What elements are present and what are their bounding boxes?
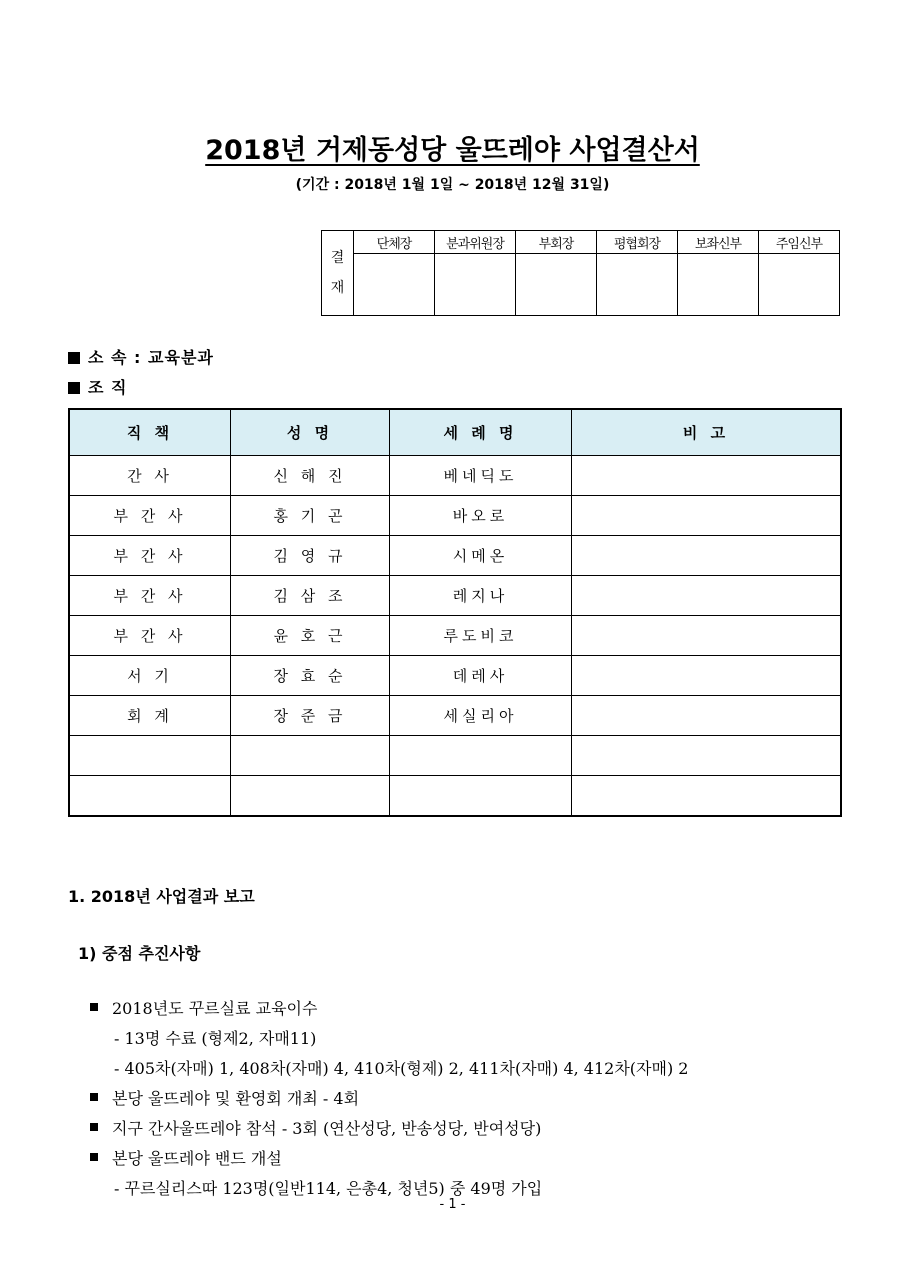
list-item: 본당 울뜨레야 및 환영회 개최 - 4회 [90,1084,688,1114]
approval-header: 주임신부 [759,231,840,254]
remarks-cell [572,656,842,696]
baptismal-name-cell: 레지나 [390,576,572,616]
remarks-cell [572,576,842,616]
signature-cell [678,254,759,316]
remarks-cell [572,496,842,536]
remarks-cell [572,536,842,576]
name-cell: 장 효 순 [231,656,390,696]
table-row [69,456,841,496]
table-header-row [69,409,841,456]
section-heading: 1. 2018년 사업결과 보고 [68,887,255,906]
page-number: - 1 - [439,1197,466,1212]
signature-cell [354,254,435,316]
approval-header: 평협회장 [597,231,678,254]
table-row [69,576,841,616]
role-cell [69,736,231,776]
table-row [69,656,841,696]
table-row [69,776,841,817]
approval-header: 보좌신부 [678,231,759,254]
table-row [69,536,841,576]
baptismal-name-cell: 루도비코 [390,616,572,656]
table-row [69,616,841,656]
column-header: 성 명 [231,409,390,456]
square-bullet-icon [68,352,80,364]
approval-label: 결 재 [322,231,354,316]
list-subitem: - 꾸르실리스따 123명(일반114, 은총4, 청년5) 중 49명 가입 [114,1179,543,1198]
baptismal-name-cell [390,736,572,776]
signature-cell [516,254,597,316]
approval-table [321,230,840,316]
square-bullet-icon [90,1003,98,1011]
role-cell: 부 간 사 [69,616,231,656]
signature-cell [435,254,516,316]
name-cell [231,736,390,776]
document-title: 2018년 거제동성당 울뜨레야 사업결산서 [205,135,700,166]
square-bullet-icon [90,1123,98,1131]
role-cell [69,776,231,817]
baptismal-name-cell: 시메온 [390,536,572,576]
remarks-cell [572,696,842,736]
name-cell: 장 준 금 [231,696,390,736]
affiliation-line: 소 속 : 교육분과 [68,345,214,368]
role-cell: 부 간 사 [69,576,231,616]
signature-cell [597,254,678,316]
name-cell: 윤 호 근 [231,616,390,656]
square-bullet-icon [90,1093,98,1101]
baptismal-name-cell: 베네딕도 [390,456,572,496]
role-cell: 회 계 [69,696,231,736]
remarks-cell [572,616,842,656]
role-cell: 서 기 [69,656,231,696]
baptismal-name-cell: 바오로 [390,496,572,536]
organization-table [68,408,842,817]
signature-cell [759,254,840,316]
name-cell: 김 삼 조 [231,576,390,616]
role-cell: 부 간 사 [69,536,231,576]
priority-list [90,994,688,1204]
role-cell: 부 간 사 [69,496,231,536]
organization-heading: 조 직 [68,375,127,398]
list-subitem: - 405차(자매) 1, 408차(자매) 4, 410차(형제) 2, 411차(자매) 4, 412차(자매) 2 [114,1059,689,1078]
name-cell: 김 영 규 [231,536,390,576]
table-row [69,496,841,536]
approval-header: 부회장 [516,231,597,254]
table-row [69,696,841,736]
square-bullet-icon [90,1153,98,1161]
column-header: 직 책 [69,409,231,456]
square-bullet-icon [68,382,80,394]
baptismal-name-cell: 데레사 [390,656,572,696]
document-period: (기간 : 2018년 1월 1일 ~ 2018년 12월 31일) [295,177,610,193]
list-subitem: - 13명 수료 (형제2, 자매11) [114,1029,317,1048]
remarks-cell [572,736,842,776]
approval-header: 분과위원장 [435,231,516,254]
role-cell: 간 사 [69,456,231,496]
remarks-cell [572,776,842,817]
subsection-heading: 1) 중점 추진사항 [78,944,201,963]
remarks-cell [572,456,842,496]
list-item: 본당 울뜨레야 밴드 개설 [90,1144,688,1174]
table-row [69,736,841,776]
name-cell: 신 해 진 [231,456,390,496]
approval-header: 단체장 [354,231,435,254]
column-header: 비 고 [572,409,842,456]
baptismal-name-cell [390,776,572,817]
name-cell: 홍 기 곤 [231,496,390,536]
column-header: 세 례 명 [390,409,572,456]
list-item: 지구 간사울뜨레야 참석 - 3회 (연산성당, 반송성당, 반여성당) [90,1114,688,1144]
name-cell [231,776,390,817]
list-item: 2018년도 꾸르실료 교육이수 [90,994,688,1024]
baptismal-name-cell: 세실리아 [390,696,572,736]
